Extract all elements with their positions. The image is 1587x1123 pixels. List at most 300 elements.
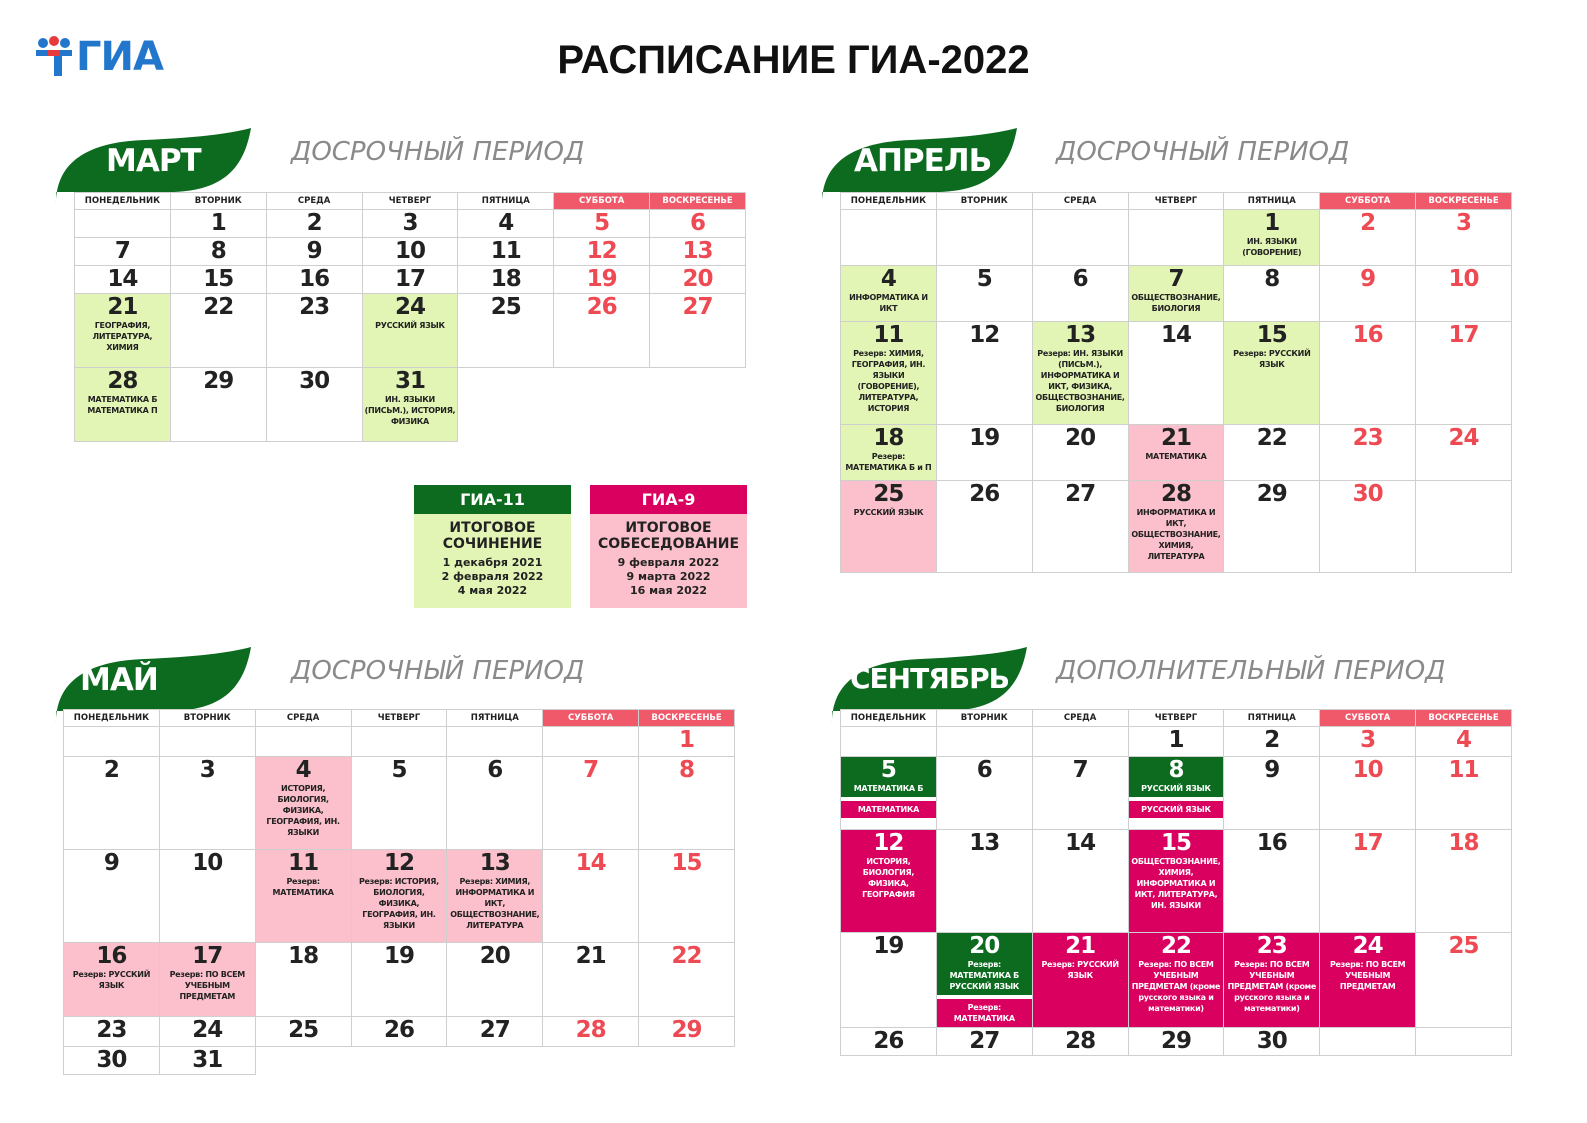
day-cell bbox=[543, 850, 639, 943]
exam-block-gia11 bbox=[937, 933, 1032, 995]
day-cell bbox=[159, 1047, 255, 1075]
day-cell bbox=[458, 266, 554, 294]
day-number: 14 bbox=[107, 266, 138, 292]
card-label: ГИА-11 bbox=[414, 485, 571, 514]
day-number: 30 bbox=[1352, 481, 1383, 507]
day-cell bbox=[1128, 933, 1224, 1028]
day-cell bbox=[936, 757, 1032, 830]
weekday-header: СРЕДА bbox=[1032, 193, 1128, 210]
day-number: 15 bbox=[1160, 830, 1191, 856]
day-cell bbox=[64, 727, 160, 757]
exam-subjects: Резерв: ИСТОРИЯ, БИОЛОГИЯ, ФИЗИКА, ГЕОГРАФИЯ, ИН. ЯЗЫКИ bbox=[358, 877, 439, 930]
weekday-header: СУББОТА bbox=[1320, 710, 1416, 727]
day-number: 1 bbox=[679, 727, 695, 753]
day-number: 20 bbox=[682, 266, 713, 292]
exam-block-gia11 bbox=[1129, 757, 1224, 797]
day-number: 7 bbox=[114, 238, 130, 264]
day-number: 11 bbox=[873, 322, 904, 348]
exam-subjects: МАТЕМАТИКА Б bbox=[853, 784, 924, 793]
day-cell bbox=[255, 1047, 351, 1075]
period-label: ДОСРОЧНЫЙ ПЕРИОД bbox=[1056, 137, 1350, 167]
weekday-header: ВТОРНИК bbox=[936, 710, 1032, 727]
day-number: 17 bbox=[1448, 322, 1479, 348]
day-cell bbox=[543, 1017, 639, 1047]
day-cell bbox=[936, 727, 1032, 757]
day-cell bbox=[1224, 1028, 1320, 1056]
day-cell bbox=[1320, 481, 1416, 573]
day-number: 4 bbox=[295, 757, 311, 783]
exam-subjects: Резерв: РУССКИЙ ЯЗЫК bbox=[1041, 960, 1119, 980]
day-number: 25 bbox=[490, 294, 521, 320]
day-number: 10 bbox=[394, 238, 425, 264]
day-number: 29 bbox=[671, 1017, 702, 1043]
day-cell bbox=[1128, 481, 1224, 573]
weekday-header: СРЕДА bbox=[1032, 710, 1128, 727]
day-cell bbox=[936, 322, 1032, 425]
exam-subjects: Резерв: ПО ВСЕМ УЧЕБНЫМ ПРЕДМЕТАМ bbox=[1329, 960, 1406, 991]
day-cell bbox=[936, 210, 1032, 266]
day-cell bbox=[266, 266, 362, 294]
day-cell bbox=[159, 850, 255, 943]
day-cell bbox=[255, 727, 351, 757]
day-number: 16 bbox=[1256, 830, 1287, 856]
day-number: 12 bbox=[969, 322, 1000, 348]
exam-subjects: ИН. ЯЗЫКИ (ПИСЬМ.), ИСТОРИЯ, ФИЗИКА bbox=[364, 395, 456, 426]
day-cell bbox=[1320, 322, 1416, 425]
weekday-header: ПЯТНИЦА bbox=[458, 193, 554, 210]
period-label: ДОСРОЧНЫЙ ПЕРИОД bbox=[291, 656, 585, 686]
day-number: 30 bbox=[299, 368, 330, 394]
calendar-march bbox=[74, 192, 746, 442]
day-number: 8 bbox=[679, 757, 695, 783]
day-number: 7 bbox=[583, 757, 599, 783]
day-cell bbox=[1416, 425, 1512, 481]
day-cell bbox=[1416, 322, 1512, 425]
day-number: 18 bbox=[490, 266, 521, 292]
exam-subjects: Резерв: ПО ВСЕМ УЧЕБНЫМ ПРЕДМЕТАМ (кроме русского языка и математики) bbox=[1131, 960, 1221, 1013]
day-number: 22 bbox=[671, 943, 702, 969]
card-title: ИТОГОВОЕ СОЧИНЕНИЕ bbox=[442, 520, 543, 552]
exam-subjects: Резерв: РУССКИЙ ЯЗЫК bbox=[72, 970, 151, 990]
weekday-header: ПЯТНИЦА bbox=[447, 710, 543, 727]
card-gia9 bbox=[590, 485, 747, 608]
day-cell bbox=[170, 210, 266, 238]
day-cell bbox=[362, 210, 458, 238]
day-cell bbox=[1032, 210, 1128, 266]
day-number: 30 bbox=[1256, 1028, 1287, 1054]
exam-subjects: Резерв: РУССКИЙ ЯЗЫК bbox=[1233, 349, 1311, 369]
day-cell bbox=[841, 266, 937, 322]
day-cell bbox=[447, 943, 543, 1017]
day-number: 16 bbox=[1352, 322, 1383, 348]
day-number: 12 bbox=[873, 830, 904, 856]
day-cell bbox=[554, 294, 650, 368]
week-row bbox=[64, 1017, 735, 1047]
day-number: 22 bbox=[1160, 933, 1191, 959]
weekday-header: ПОНЕДЕЛЬНИК bbox=[75, 193, 171, 210]
day-number: 24 bbox=[1352, 933, 1383, 959]
day-number: 17 bbox=[1352, 830, 1383, 856]
day-number: 5 bbox=[594, 210, 610, 236]
day-number: 14 bbox=[1065, 830, 1096, 856]
exam-subjects: Резерв: ИН. ЯЗЫКИ (ПИСЬМ.), ИНФОРМАТИКА И ИКТ, ФИЗИКА, ОБЩЕСТВОЗНАНИЕ, БИОЛОГИЯ bbox=[1035, 349, 1125, 413]
exam-subjects: ОБЩЕСТВОЗНАНИЕ, БИОЛОГИЯ bbox=[1131, 293, 1221, 313]
day-number: 10 bbox=[192, 850, 223, 876]
day-cell bbox=[266, 368, 362, 442]
week-row bbox=[841, 1028, 1512, 1056]
day-number: 11 bbox=[288, 850, 319, 876]
day-cell bbox=[1416, 727, 1512, 757]
day-number: 23 bbox=[1352, 425, 1383, 451]
exam-subjects: Резерв: ХИМИЯ, ГЕОГРАФИЯ, ИН. ЯЗЫКИ (ГОВОРЕНИЕ), ЛИТЕРАТУРА, ИСТОРИЯ bbox=[851, 349, 926, 413]
week-row bbox=[841, 481, 1512, 573]
week-row bbox=[841, 425, 1512, 481]
week-row bbox=[841, 727, 1512, 757]
day-cell bbox=[458, 294, 554, 368]
day-number: 4 bbox=[880, 266, 896, 292]
week-row bbox=[841, 830, 1512, 933]
day-cell bbox=[64, 850, 160, 943]
day-number: 28 bbox=[107, 368, 138, 394]
day-number: 26 bbox=[586, 294, 617, 320]
day-number: 14 bbox=[1160, 322, 1191, 348]
day-number: 22 bbox=[1256, 425, 1287, 451]
day-cell bbox=[64, 1047, 160, 1075]
day-number: 28 bbox=[575, 1017, 606, 1043]
day-cell bbox=[650, 210, 746, 238]
day-cell bbox=[75, 238, 171, 266]
day-cell bbox=[841, 425, 937, 481]
day-cell bbox=[650, 368, 746, 442]
day-number: 25 bbox=[288, 1017, 319, 1043]
card-date: 9 февраля 2022 bbox=[617, 556, 720, 569]
day-cell bbox=[458, 210, 554, 238]
day-number: 6 bbox=[976, 757, 992, 783]
day-cell bbox=[1224, 727, 1320, 757]
day-cell bbox=[1224, 481, 1320, 573]
exam-subjects: РУССКИЙ ЯЗЫК bbox=[853, 508, 924, 517]
day-number: 24 bbox=[1448, 425, 1479, 451]
day-number: 12 bbox=[586, 238, 617, 264]
day-cell bbox=[1032, 425, 1128, 481]
day-cell bbox=[936, 830, 1032, 933]
exam-subjects: ИСТОРИЯ, БИОЛОГИЯ, ФИЗИКА, ГЕОГРАФИЯ bbox=[862, 857, 915, 899]
day-cell bbox=[64, 943, 160, 1017]
weekday-header: ЧЕТВЕРГ bbox=[362, 193, 458, 210]
day-cell bbox=[1128, 757, 1224, 830]
weekday-header: ВТОРНИК bbox=[170, 193, 266, 210]
logo-text: ГИА bbox=[76, 34, 163, 80]
day-number: 4 bbox=[1456, 727, 1472, 753]
day-cell bbox=[75, 368, 171, 442]
exam-subjects: ИНФОРМАТИКА И ИКТ, ОБЩЕСТВОЗНАНИЕ, ХИМИЯ, ЛИТЕРАТУРА bbox=[1131, 508, 1221, 561]
day-cell bbox=[841, 933, 937, 1028]
weekday-header: ВОСКРЕСЕНЬЕ bbox=[1416, 710, 1512, 727]
week-row bbox=[75, 238, 746, 266]
weekday-header: ЧЕТВЕРГ bbox=[1128, 193, 1224, 210]
exam-block-gia9 bbox=[937, 999, 1032, 1027]
day-number: 26 bbox=[873, 1028, 904, 1054]
card-label: ГИА-9 bbox=[590, 485, 747, 514]
day-number: 21 bbox=[575, 943, 606, 969]
exam-subjects: Резерв: МАТЕМАТИКА bbox=[272, 877, 334, 897]
day-cell bbox=[75, 210, 171, 238]
week-row bbox=[64, 727, 735, 757]
day-number: 5 bbox=[880, 757, 896, 783]
week-row bbox=[64, 850, 735, 943]
day-cell bbox=[170, 368, 266, 442]
week-row bbox=[64, 757, 735, 850]
page-title: РАСПИСАНИЕ ГИА-2022 bbox=[557, 38, 1030, 82]
day-number: 8 bbox=[1264, 266, 1280, 292]
day-number: 27 bbox=[969, 1028, 1000, 1054]
day-number: 11 bbox=[1448, 757, 1479, 783]
weekday-header: СРЕДА bbox=[266, 193, 362, 210]
day-cell bbox=[1416, 830, 1512, 933]
day-cell bbox=[266, 238, 362, 266]
day-number: 15 bbox=[671, 850, 702, 876]
exam-subjects: Резерв: ПО ВСЕМ УЧЕБНЫМ ПРЕДМЕТАМ (кроме русского языка и математики) bbox=[1227, 960, 1317, 1013]
day-cell bbox=[1320, 830, 1416, 933]
week-row bbox=[75, 266, 746, 294]
week-row bbox=[64, 1047, 735, 1075]
day-cell bbox=[841, 481, 937, 573]
day-number: 4 bbox=[498, 210, 514, 236]
day-cell bbox=[170, 294, 266, 368]
day-number: 12 bbox=[383, 850, 414, 876]
day-number: 27 bbox=[1065, 481, 1096, 507]
day-number: 13 bbox=[479, 850, 510, 876]
week-row bbox=[841, 266, 1512, 322]
exam-block-gia9 bbox=[1129, 801, 1224, 818]
day-cell bbox=[351, 727, 447, 757]
day-number: 1 bbox=[1264, 210, 1280, 236]
day-cell bbox=[936, 933, 1032, 1028]
day-cell bbox=[362, 294, 458, 368]
day-cell bbox=[351, 943, 447, 1017]
day-cell bbox=[639, 727, 735, 757]
day-number: 19 bbox=[586, 266, 617, 292]
day-number: 21 bbox=[107, 294, 138, 320]
day-number: 13 bbox=[1065, 322, 1096, 348]
weekday-header: СУББОТА bbox=[543, 710, 639, 727]
day-cell bbox=[1032, 830, 1128, 933]
day-number: 20 bbox=[479, 943, 510, 969]
week-row bbox=[75, 210, 746, 238]
exam-block-gia9 bbox=[841, 801, 936, 818]
day-cell bbox=[447, 850, 543, 943]
weekday-header: ЧЕТВЕРГ bbox=[351, 710, 447, 727]
day-cell bbox=[351, 1047, 447, 1075]
day-cell bbox=[936, 481, 1032, 573]
month-name: МАРТ bbox=[106, 143, 201, 179]
day-cell bbox=[351, 1017, 447, 1047]
day-number: 23 bbox=[299, 294, 330, 320]
day-cell bbox=[1032, 1028, 1128, 1056]
day-number: 28 bbox=[1160, 481, 1191, 507]
day-cell bbox=[1032, 322, 1128, 425]
day-number: 7 bbox=[1168, 266, 1184, 292]
day-cell bbox=[936, 425, 1032, 481]
day-cell bbox=[266, 294, 362, 368]
day-cell bbox=[554, 210, 650, 238]
weekday-header: ПОНЕДЕЛЬНИК bbox=[841, 710, 937, 727]
day-cell bbox=[841, 322, 937, 425]
card-date: 4 мая 2022 bbox=[457, 584, 528, 597]
day-cell bbox=[159, 757, 255, 850]
month-name: СЕНТЯБРЬ bbox=[850, 662, 1009, 695]
day-number: 21 bbox=[1065, 933, 1096, 959]
exam-subjects: ГЕОГРАФИЯ, ЛИТЕРАТУРА, ХИМИЯ bbox=[92, 321, 153, 352]
day-cell bbox=[1320, 425, 1416, 481]
card-date: 2 февраля 2022 bbox=[441, 570, 544, 583]
period-label: ДОПОЛНИТЕЛЬНЫЙ ПЕРИОД bbox=[1056, 656, 1446, 686]
card-dates bbox=[414, 556, 571, 598]
day-cell bbox=[255, 757, 351, 850]
day-cell bbox=[1320, 933, 1416, 1028]
day-cell bbox=[1320, 757, 1416, 830]
day-number: 13 bbox=[682, 238, 713, 264]
period-label: ДОСРОЧНЫЙ ПЕРИОД bbox=[291, 137, 585, 167]
day-cell bbox=[1224, 933, 1320, 1028]
day-number: 3 bbox=[1456, 210, 1472, 236]
day-number: 18 bbox=[1448, 830, 1479, 856]
day-cell bbox=[266, 210, 362, 238]
day-number: 31 bbox=[394, 368, 425, 394]
day-number: 14 bbox=[575, 850, 606, 876]
day-cell bbox=[170, 238, 266, 266]
day-number: 9 bbox=[103, 850, 119, 876]
week-row bbox=[64, 943, 735, 1017]
day-number: 17 bbox=[394, 266, 425, 292]
day-cell bbox=[362, 238, 458, 266]
day-number: 10 bbox=[1448, 266, 1479, 292]
day-cell bbox=[255, 943, 351, 1017]
day-number: 2 bbox=[306, 210, 322, 236]
weekday-header: ВТОРНИК bbox=[936, 193, 1032, 210]
day-number: 28 bbox=[1065, 1028, 1096, 1054]
day-cell bbox=[1416, 481, 1512, 573]
week-row bbox=[75, 368, 746, 442]
day-cell bbox=[159, 727, 255, 757]
day-cell bbox=[1320, 727, 1416, 757]
day-cell bbox=[64, 1017, 160, 1047]
day-cell bbox=[447, 757, 543, 850]
day-cell bbox=[170, 266, 266, 294]
day-cell bbox=[650, 266, 746, 294]
day-cell bbox=[543, 727, 639, 757]
week-row bbox=[75, 294, 746, 368]
day-cell bbox=[458, 238, 554, 266]
day-number: 21 bbox=[1160, 425, 1191, 451]
exam-subjects: МАТЕМАТИКА bbox=[1145, 452, 1207, 461]
day-cell bbox=[841, 830, 937, 933]
day-number: 25 bbox=[1448, 933, 1479, 959]
day-cell bbox=[75, 266, 171, 294]
day-cell bbox=[1320, 1028, 1416, 1056]
day-number: 13 bbox=[969, 830, 1000, 856]
day-cell bbox=[1128, 727, 1224, 757]
day-cell bbox=[1032, 727, 1128, 757]
day-number: 9 bbox=[306, 238, 322, 264]
day-cell bbox=[159, 943, 255, 1017]
weekday-header: ПЯТНИЦА bbox=[1224, 710, 1320, 727]
card-dates bbox=[590, 556, 747, 598]
day-number: 25 bbox=[873, 481, 904, 507]
day-cell bbox=[1416, 757, 1512, 830]
day-number: 29 bbox=[1256, 481, 1287, 507]
day-cell bbox=[841, 727, 937, 757]
day-cell bbox=[554, 238, 650, 266]
exam-subjects: Резерв: МАТЕМАТИКА Б и П bbox=[845, 452, 932, 472]
day-number: 6 bbox=[487, 757, 503, 783]
day-cell bbox=[1224, 322, 1320, 425]
day-cell bbox=[639, 757, 735, 850]
day-cell bbox=[543, 943, 639, 1017]
day-number: 23 bbox=[96, 1017, 127, 1043]
card-gia11 bbox=[414, 485, 571, 608]
day-number: 3 bbox=[199, 757, 215, 783]
day-cell bbox=[1128, 1028, 1224, 1056]
day-number: 20 bbox=[969, 933, 1000, 959]
exam-subjects: Резерв: ПО ВСЕМ УЧЕБНЫМ ПРЕДМЕТАМ bbox=[169, 970, 245, 1001]
day-number: 3 bbox=[402, 210, 418, 236]
day-cell bbox=[1128, 425, 1224, 481]
day-number: 26 bbox=[383, 1017, 414, 1043]
day-cell bbox=[1224, 425, 1320, 481]
weekday-header: ЧЕТВЕРГ bbox=[1128, 710, 1224, 727]
day-cell bbox=[1416, 210, 1512, 266]
weekday-header: СУББОТА bbox=[1320, 193, 1416, 210]
week-row bbox=[841, 757, 1512, 830]
day-number: 16 bbox=[96, 943, 127, 969]
weekday-header: ВОСКРЕСЕНЬЕ bbox=[639, 710, 735, 727]
day-cell bbox=[1224, 830, 1320, 933]
day-cell bbox=[458, 368, 554, 442]
day-number: 15 bbox=[203, 266, 234, 292]
week-row bbox=[841, 933, 1512, 1028]
weekday-header: ПЯТНИЦА bbox=[1224, 193, 1320, 210]
exam-subjects: ИН. ЯЗЫКИ (ГОВОРЕНИЕ) bbox=[1242, 237, 1302, 257]
day-cell bbox=[543, 757, 639, 850]
day-number: 2 bbox=[103, 757, 119, 783]
day-number: 2 bbox=[1360, 210, 1376, 236]
day-number: 10 bbox=[1352, 757, 1383, 783]
day-number: 15 bbox=[1256, 322, 1287, 348]
day-number: 18 bbox=[873, 425, 904, 451]
day-number: 6 bbox=[1072, 266, 1088, 292]
day-cell bbox=[1128, 322, 1224, 425]
exam-subjects: Резерв: МАТЕМАТИКА Б РУССКИЙ ЯЗЫК bbox=[949, 960, 1020, 991]
week-row bbox=[841, 322, 1512, 425]
calendar-april bbox=[840, 192, 1512, 573]
day-cell bbox=[64, 757, 160, 850]
exam-subjects: ОБЩЕСТВОЗНАНИЕ, ХИМИЯ, ИНФОРМАТИКА И ИКТ, ЛИТЕРАТУРА, ИН. ЯЗЫКИ bbox=[1131, 857, 1221, 910]
weekday-header: ВОСКРЕСЕНЬЕ bbox=[650, 193, 746, 210]
day-number: 5 bbox=[976, 266, 992, 292]
month-name: МАЙ bbox=[80, 662, 158, 698]
day-cell bbox=[936, 266, 1032, 322]
day-number: 29 bbox=[203, 368, 234, 394]
exam-block-gia11 bbox=[841, 757, 936, 797]
card-date: 16 мая 2022 bbox=[629, 584, 708, 597]
day-number: 5 bbox=[391, 757, 407, 783]
day-number: 20 bbox=[1065, 425, 1096, 451]
day-cell bbox=[75, 294, 171, 368]
exam-subjects: РУССКИЙ ЯЗЫК bbox=[1141, 784, 1211, 793]
week-row bbox=[841, 210, 1512, 266]
weekday-header: СУББОТА bbox=[554, 193, 650, 210]
